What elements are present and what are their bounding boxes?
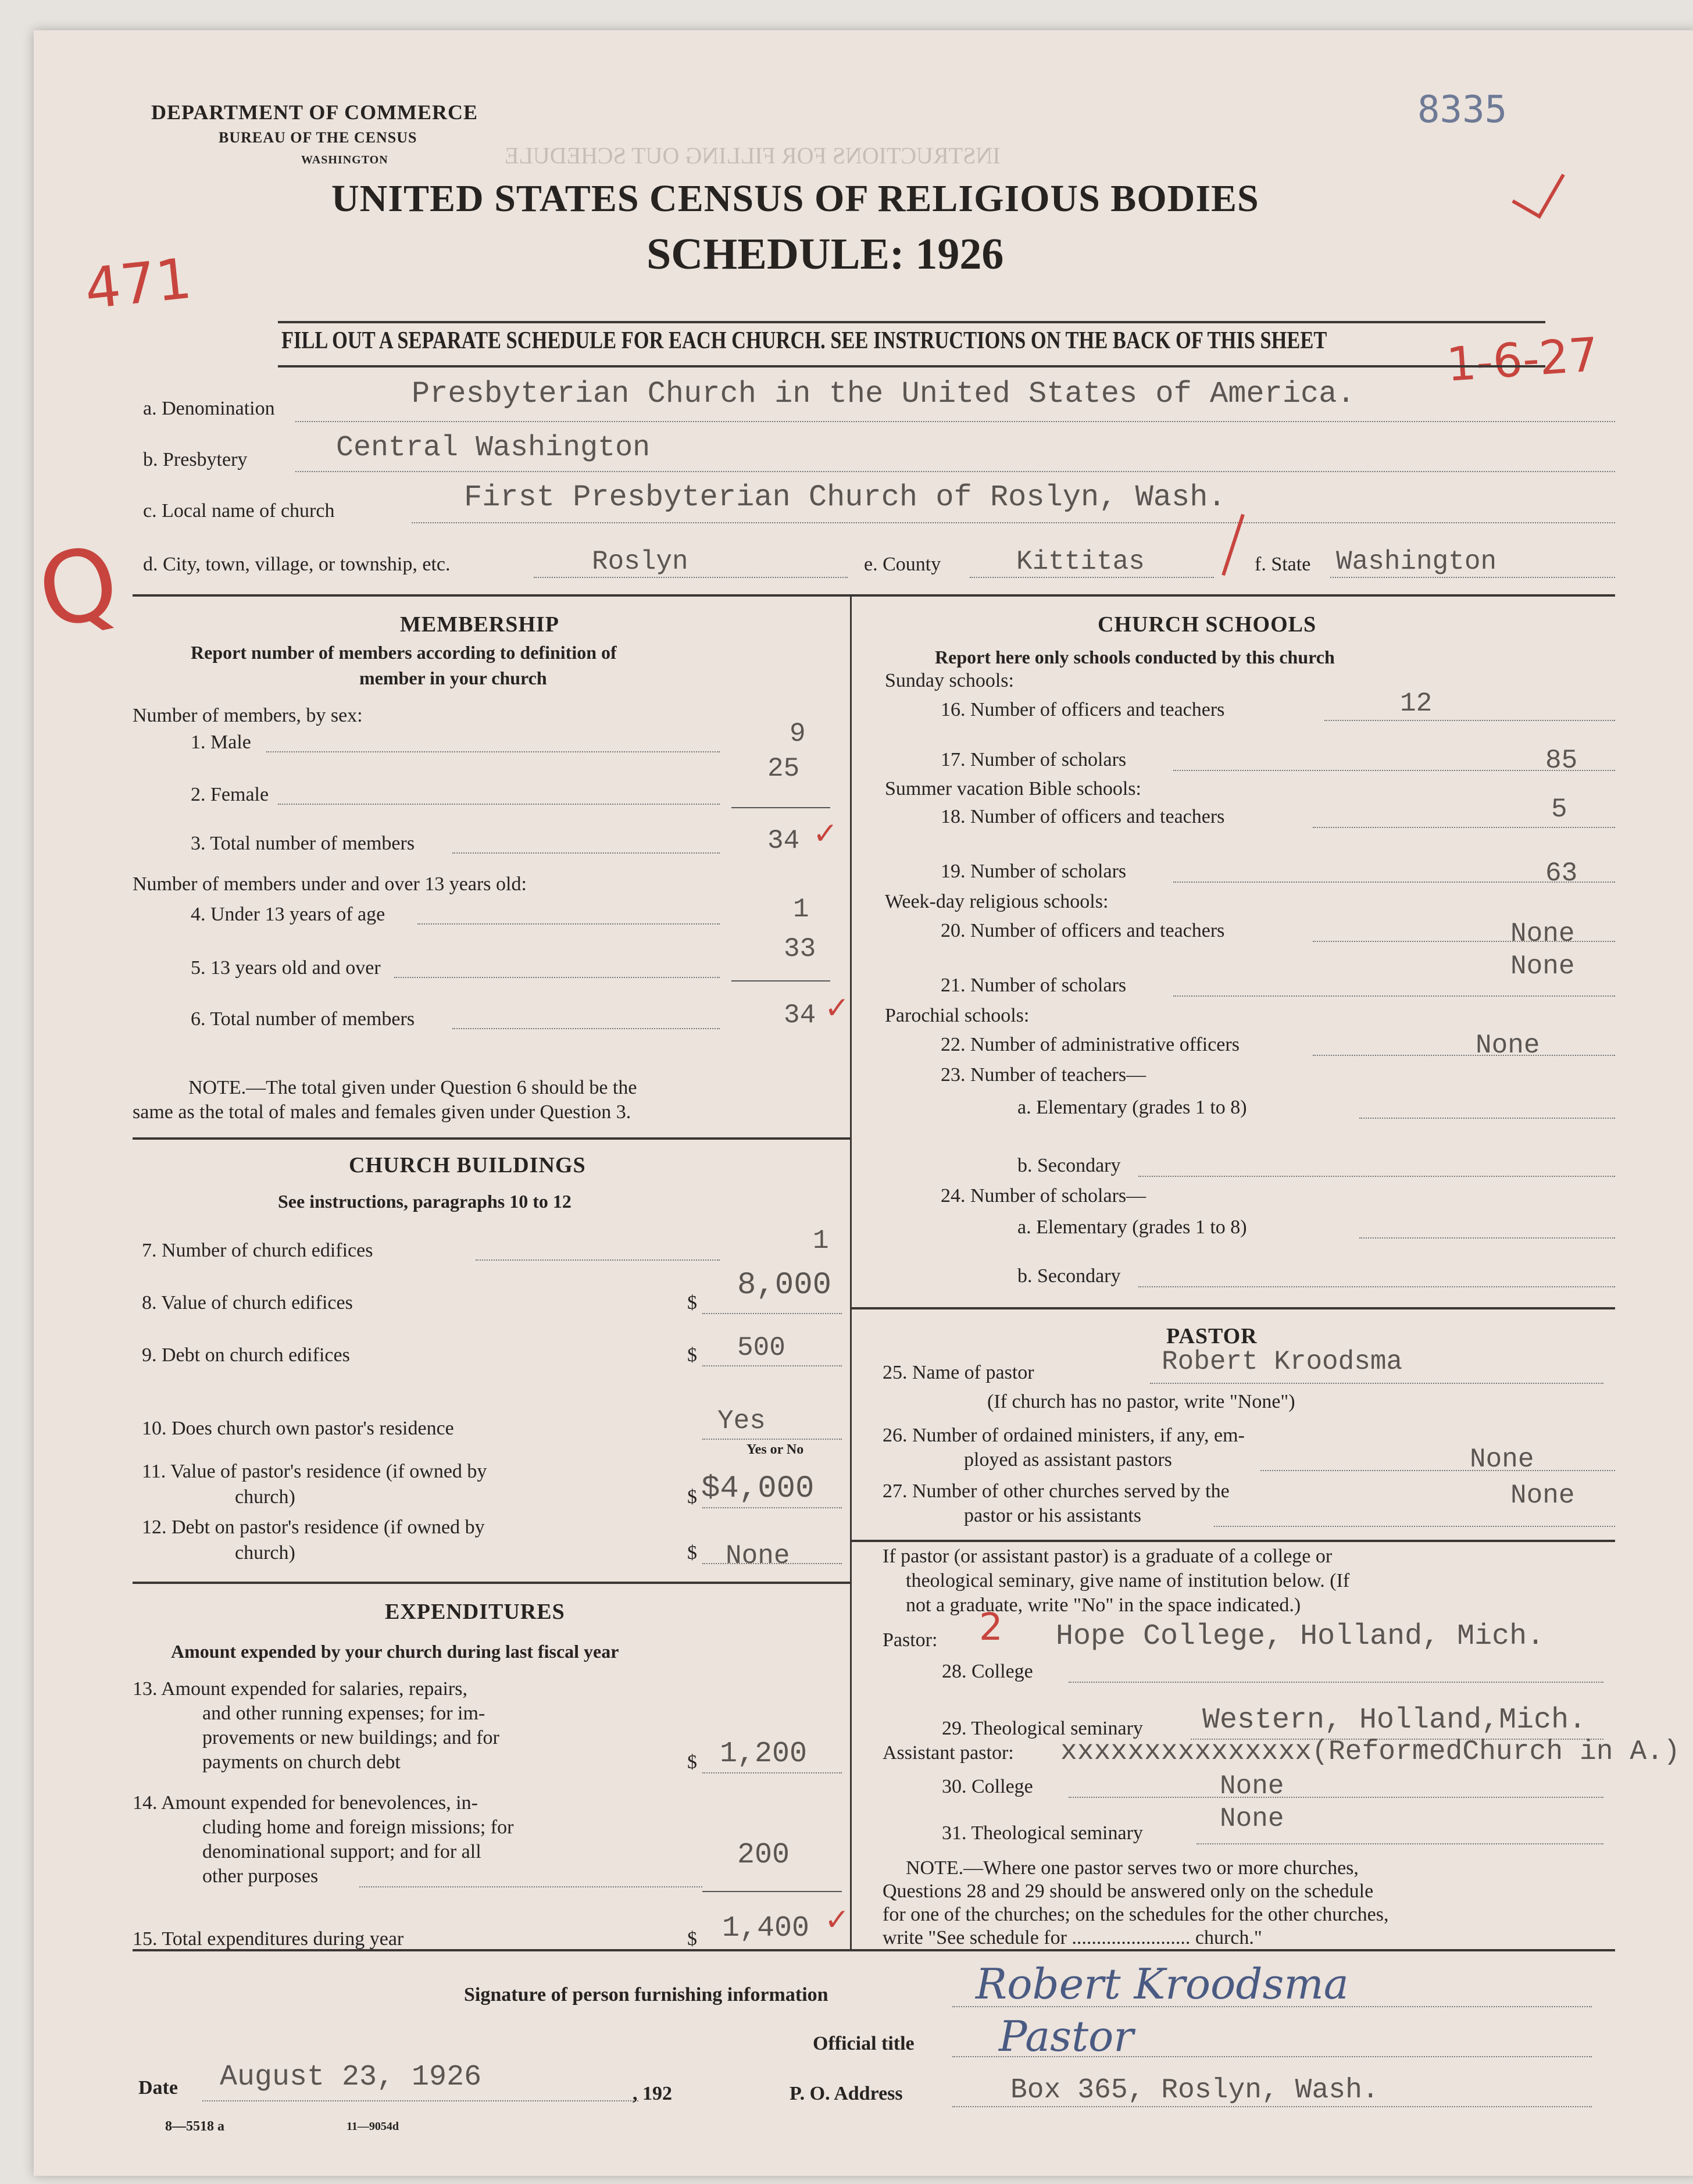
po-address-field[interactable]: Box 365, Roslyn, Wash. bbox=[1010, 2075, 1379, 2106]
pastor-note-line1: NOTE.—Where one pastor serves two or more churches, bbox=[906, 1857, 1359, 1879]
graduate-intro-line2: theological seminary, give name of institution below. (If bbox=[906, 1570, 1350, 1591]
q24-label: 24. Number of scholars— bbox=[941, 1185, 1146, 1207]
q5-sum-line bbox=[731, 980, 830, 982]
q11-dollar: $ bbox=[687, 1486, 697, 1508]
signature-label: Signature of person furnishing information bbox=[464, 1984, 828, 2005]
q9-rule bbox=[702, 1365, 842, 1366]
po-address-label: P. O. Address bbox=[790, 2083, 903, 2104]
city-label: d. City, town, village, or township, etc. bbox=[143, 554, 451, 575]
po-address-rule bbox=[952, 2106, 1592, 2107]
pastor-heading: PASTOR bbox=[1166, 1324, 1258, 1348]
q25-rule bbox=[1150, 1383, 1603, 1384]
q26-line2: ployed as assistant pastors bbox=[964, 1449, 1172, 1471]
q24b-label: b. Secondary bbox=[1017, 1265, 1121, 1287]
sunday-schools-label: Sunday schools: bbox=[885, 670, 1014, 691]
q25-hint: (If church has no pastor, write "None") bbox=[987, 1391, 1295, 1412]
city-field[interactable]: Roslyn bbox=[592, 547, 688, 577]
q3-rule bbox=[452, 852, 720, 854]
signature-field[interactable]: Robert Kroodsma bbox=[976, 1960, 1349, 2008]
q11-label-line2: church) bbox=[235, 1486, 295, 1508]
q27-line1: 27. Number of other churches served by the bbox=[883, 1480, 1230, 1502]
county-field[interactable]: Kittitas bbox=[1016, 547, 1145, 577]
q22-label: 22. Number of administrative officers bbox=[941, 1034, 1240, 1055]
q13-line3: provements or new buildings; and for bbox=[202, 1727, 499, 1748]
separate-schedule-instruction: FILL OUT A SEPARATE SCHEDULE FOR EACH CHURCH. SEE INSTRUCTIONS ON THE BACK OF THIS SHEET bbox=[281, 327, 1327, 354]
denomination-rule bbox=[295, 421, 1615, 422]
q9-dollar: $ bbox=[687, 1344, 697, 1366]
q13-line2: and other running expenses; for im- bbox=[202, 1703, 485, 1724]
q23a-rule[interactable] bbox=[1359, 1118, 1615, 1119]
q8-value-field[interactable]: 8,000 bbox=[737, 1268, 832, 1303]
pastor-note-line2: Questions 28 and 29 should be answered only on the schedule bbox=[883, 1880, 1374, 1902]
q29-seminary-field[interactable]: Western, Holland,Mich. bbox=[1202, 1704, 1587, 1737]
q4-under13-field[interactable]: 1 bbox=[793, 894, 809, 925]
q21-label: 21. Number of scholars bbox=[941, 975, 1127, 996]
pastor-graduate-divider bbox=[850, 1540, 1615, 1542]
q4-label: 4. Under 13 years of age bbox=[191, 904, 385, 925]
schools-intro: Report here only schools conducted by this church bbox=[935, 647, 1335, 668]
q21-rule bbox=[1173, 995, 1615, 997]
parochial-schools-label: Parochial schools: bbox=[885, 1005, 1030, 1026]
q11-rule bbox=[702, 1507, 842, 1508]
membership-heading: MEMBERSHIP bbox=[400, 612, 559, 637]
q6-rule bbox=[452, 1028, 720, 1029]
q13-line1: 13. Amount expended for salaries, repairs, bbox=[133, 1678, 467, 1700]
red-check-q3: ✓ bbox=[813, 816, 838, 851]
q10-label: 10. Does church own pastor's residence bbox=[142, 1418, 454, 1439]
q17-field[interactable]: 85 bbox=[1545, 745, 1578, 776]
q18-rule bbox=[1313, 827, 1615, 828]
membership-note-line2: same as the total of males and females given under Question 3. bbox=[133, 1101, 631, 1123]
q14-line4: other purposes bbox=[202, 1865, 319, 1887]
q22-field[interactable]: None bbox=[1476, 1030, 1540, 1061]
q29-seminary-note[interactable]: xxxxxxxxxxxxxxx(ReformedChurch in A.) bbox=[1060, 1736, 1680, 1768]
q12-label-line1: 12. Debt on pastor's residence (if owned by bbox=[142, 1516, 485, 1538]
q26-line1: 26. Number of ordained ministers, if any, em- bbox=[883, 1425, 1245, 1446]
membership-intro-line2: member in your church bbox=[359, 668, 547, 688]
q18-label: 18. Number of officers and teachers bbox=[941, 806, 1225, 827]
red-check-mark bbox=[1512, 159, 1565, 219]
expenditures-intro: Amount expended by your church during last fiscal year bbox=[171, 1641, 619, 1662]
q28-rule bbox=[1069, 1682, 1603, 1683]
schools-heading: CHURCH SCHOOLS bbox=[1098, 612, 1317, 637]
q20-label: 20. Number of officers and teachers bbox=[941, 920, 1225, 941]
q31-field[interactable]: None bbox=[1220, 1804, 1284, 1834]
q8-dollar: $ bbox=[687, 1292, 697, 1314]
red-check-q15: ✓ bbox=[824, 1903, 850, 1937]
q28-label: 28. College bbox=[942, 1661, 1033, 1682]
q12-debt-field[interactable]: None bbox=[726, 1541, 790, 1571]
q2-rule bbox=[278, 804, 720, 805]
bureau-city: WASHINGTON bbox=[301, 154, 388, 166]
red-file-number: 471 bbox=[81, 245, 195, 322]
q10-yes-no-hint: Yes or No bbox=[747, 1442, 804, 1457]
pastor-note-line3: for one of the churches; on the schedules for the other churches, bbox=[883, 1904, 1389, 1925]
q7-rule bbox=[476, 1259, 720, 1261]
presbytery-label: b. Presbytery bbox=[143, 449, 248, 470]
q7-edifices-field[interactable]: 1 bbox=[813, 1226, 829, 1256]
buildings-heading: CHURCH BUILDINGS bbox=[349, 1153, 586, 1177]
county-rule bbox=[970, 577, 1214, 578]
q30-label: 30. College bbox=[942, 1776, 1033, 1797]
q30-rule bbox=[1069, 1797, 1603, 1798]
q16-label: 16. Number of officers and teachers bbox=[941, 699, 1225, 720]
state-rule bbox=[1330, 577, 1615, 578]
date-year-suffix: , 192 bbox=[633, 2083, 672, 2104]
form-title: UNITED STATES CENSUS OF RELIGIOUS BODIES bbox=[331, 177, 1259, 220]
red-margin-mark: Q bbox=[28, 523, 128, 652]
membership-intro-line1: Report number of members according to definition of bbox=[191, 642, 617, 663]
print-number: 11—9054d bbox=[347, 2120, 399, 2133]
q5-label: 5. 13 years old and over bbox=[191, 957, 381, 979]
q14-amount-field[interactable]: 200 bbox=[737, 1839, 790, 1872]
assistant-pastor-subheading: Assistant pastor: bbox=[883, 1742, 1014, 1764]
q14-line3: denominational support; and for all bbox=[202, 1841, 481, 1862]
church-name-field[interactable]: First Presbyterian Church of Roslyn, Wash. bbox=[464, 480, 1226, 515]
schools-pastor-divider bbox=[850, 1307, 1615, 1309]
membership-buildings-divider bbox=[133, 1137, 850, 1140]
q26-rule bbox=[1260, 1470, 1615, 1471]
date-rule bbox=[202, 2100, 638, 2101]
county-label: e. County bbox=[864, 554, 941, 575]
church-name-rule bbox=[412, 522, 1615, 523]
q22-rule bbox=[1313, 1055, 1615, 1056]
q3-total-field[interactable]: 34 bbox=[767, 826, 800, 856]
q27-line2: pastor or his assistants bbox=[964, 1505, 1142, 1526]
department-name: DEPARTMENT OF COMMERCE bbox=[151, 101, 478, 124]
q13-amount-field[interactable]: 1,200 bbox=[720, 1737, 808, 1771]
pastor-subheading: Pastor: bbox=[883, 1629, 938, 1651]
q15-label: 15. Total expenditures during year bbox=[133, 1928, 404, 1950]
date-label: Date bbox=[138, 2077, 178, 2099]
schedule-year: SCHEDULE: 1926 bbox=[647, 230, 1004, 279]
q23-label: 23. Number of teachers— bbox=[941, 1064, 1146, 1086]
pastor-note-line4: write "See schedule for ........................ church." bbox=[883, 1927, 1262, 1949]
denomination-field[interactable]: Presbyterian Church in the United States of America. bbox=[412, 377, 1355, 411]
church-name-label: c. Local name of church bbox=[143, 500, 335, 522]
pastor-college-field[interactable]: Hope College, Holland, Mich. bbox=[1056, 1620, 1545, 1653]
q31-rule bbox=[1196, 1843, 1603, 1844]
summer-schools-label: Summer vacation Bible schools: bbox=[885, 778, 1141, 800]
q11-label-line1: 11. Value of pastor's residence (if owned by bbox=[142, 1461, 487, 1482]
members-by-age-label: Number of members under and over 13 years old: bbox=[133, 873, 527, 895]
city-rule bbox=[534, 577, 848, 578]
red-received-date: 1-6-27 bbox=[1445, 327, 1601, 392]
expenditures-heading: EXPENDITURES bbox=[385, 1600, 565, 1624]
q29-label: 29. Theological seminary bbox=[942, 1718, 1143, 1739]
q24a-label: a. Elementary (grades 1 to 8) bbox=[1017, 1216, 1247, 1238]
presbytery-field[interactable]: Central Washington bbox=[336, 431, 651, 465]
q13-dollar: $ bbox=[687, 1751, 697, 1773]
q12-label-line2: church) bbox=[235, 1542, 295, 1564]
buildings-intro: See instructions, paragraphs 10 to 12 bbox=[278, 1191, 572, 1212]
buildings-expenditures-divider bbox=[133, 1582, 850, 1584]
census-schedule-sheet bbox=[28, 30, 1693, 2176]
q9-debt-field[interactable]: 500 bbox=[737, 1333, 785, 1363]
official-title-label: Official title bbox=[813, 2033, 915, 2054]
q2-female-field[interactable]: 25 bbox=[767, 754, 800, 784]
q21-field[interactable]: None bbox=[1510, 951, 1575, 982]
section-divider bbox=[133, 594, 1615, 597]
official-title-field[interactable]: Pastor bbox=[999, 2012, 1134, 2061]
q25-pastor-name-field[interactable]: Robert Kroodsma bbox=[1162, 1347, 1403, 1377]
q23a-label: a. Elementary (grades 1 to 8) bbox=[1017, 1097, 1247, 1118]
presbytery-rule bbox=[295, 471, 1615, 472]
header-rule-bottom bbox=[278, 365, 1545, 367]
weekday-schools-label: Week-day religious schools: bbox=[885, 891, 1109, 912]
q25-label: 25. Name of pastor bbox=[883, 1362, 1034, 1383]
q19-label: 19. Number of scholars bbox=[941, 861, 1127, 882]
state-field[interactable]: Washington bbox=[1336, 547, 1497, 577]
q7-label: 7. Number of church edifices bbox=[142, 1240, 373, 1261]
stamp-number: 8335 bbox=[1417, 88, 1508, 131]
q5-over13-field[interactable]: 33 bbox=[784, 934, 816, 964]
q2-sum-line bbox=[731, 807, 830, 808]
q6-label: 6. Total number of members bbox=[191, 1008, 415, 1030]
graduate-intro-line3: not a graduate, write "No" in the space indicated.) bbox=[906, 1594, 1301, 1616]
graduate-intro-line1: If pastor (or assistant pastor) is a graduate of a college or bbox=[883, 1546, 1333, 1567]
q6-total-field[interactable]: 34 bbox=[784, 1000, 816, 1030]
q11-value-field[interactable]: $4,000 bbox=[701, 1471, 815, 1507]
denomination-label: a. Denomination bbox=[143, 398, 275, 419]
q5-rule bbox=[394, 977, 720, 978]
date-field[interactable]: August 23, 1926 bbox=[220, 2061, 482, 2094]
q17-label: 17. Number of scholars bbox=[941, 749, 1127, 770]
q10-rule bbox=[702, 1439, 842, 1440]
footer-divider bbox=[133, 1949, 1615, 1951]
q23b-rule[interactable] bbox=[1138, 1176, 1615, 1177]
q14-sum-line bbox=[702, 1891, 842, 1892]
q1-rule bbox=[266, 751, 720, 752]
q15-dollar: $ bbox=[687, 1928, 697, 1950]
state-label: f. State bbox=[1255, 554, 1311, 575]
q12-dollar: $ bbox=[687, 1542, 697, 1564]
bureau-name: BUREAU OF THE CENSUS bbox=[219, 129, 417, 146]
column-divider bbox=[850, 594, 852, 1949]
q15-total-field[interactable]: 1,400 bbox=[722, 1912, 810, 1945]
q3-label: 3. Total number of members bbox=[191, 833, 415, 854]
q16-field[interactable]: 12 bbox=[1400, 688, 1433, 719]
header-rule-top bbox=[278, 321, 1545, 323]
q20-field[interactable]: None bbox=[1510, 919, 1575, 949]
q23b-label: b. Secondary bbox=[1017, 1155, 1121, 1176]
q2-label: 2. Female bbox=[191, 784, 269, 805]
q4-rule bbox=[417, 923, 720, 925]
q14-line2: cluding home and foreign missions; for bbox=[202, 1817, 514, 1838]
members-by-sex-label: Number of members, by sex: bbox=[133, 705, 363, 726]
q27-field[interactable]: None bbox=[1510, 1480, 1575, 1511]
q14-line1: 14. Amount expended for benevolences, in- bbox=[133, 1792, 478, 1814]
membership-note-line1: NOTE.—The total given under Question 6 should be the bbox=[188, 1077, 637, 1098]
q16-rule bbox=[1324, 720, 1615, 721]
red-mark-pastor: 2 bbox=[979, 1606, 1003, 1649]
q8-label: 8. Value of church edifices bbox=[142, 1292, 353, 1314]
q10-residence-field[interactable]: Yes bbox=[717, 1406, 766, 1436]
q24b-rule[interactable] bbox=[1138, 1286, 1615, 1287]
q9-label: 9. Debt on church edifices bbox=[142, 1344, 350, 1366]
red-check-q6: ✓ bbox=[824, 991, 850, 1026]
form-number: 8—5518 a bbox=[165, 2119, 224, 2134]
q13-rule bbox=[702, 1772, 842, 1773]
q13-line4: payments on church debt bbox=[202, 1751, 401, 1773]
q27-rule bbox=[1214, 1526, 1615, 1527]
q1-male-field[interactable]: 9 bbox=[790, 719, 806, 749]
reverse-show-through: INSTRUCTIONS FOR FILLING OUT SCHEDULE bbox=[505, 142, 1001, 169]
q8-rule bbox=[702, 1313, 842, 1314]
q24a-rule[interactable] bbox=[1359, 1237, 1615, 1239]
q31-label: 31. Theological seminary bbox=[942, 1822, 1143, 1844]
q26-field[interactable]: None bbox=[1470, 1444, 1534, 1475]
q18-field[interactable]: 5 bbox=[1551, 794, 1567, 825]
q19-field[interactable]: 63 bbox=[1545, 858, 1578, 888]
q1-label: 1. Male bbox=[191, 731, 251, 753]
q30-field[interactable]: None bbox=[1220, 1771, 1284, 1801]
q14-rule bbox=[359, 1886, 702, 1887]
